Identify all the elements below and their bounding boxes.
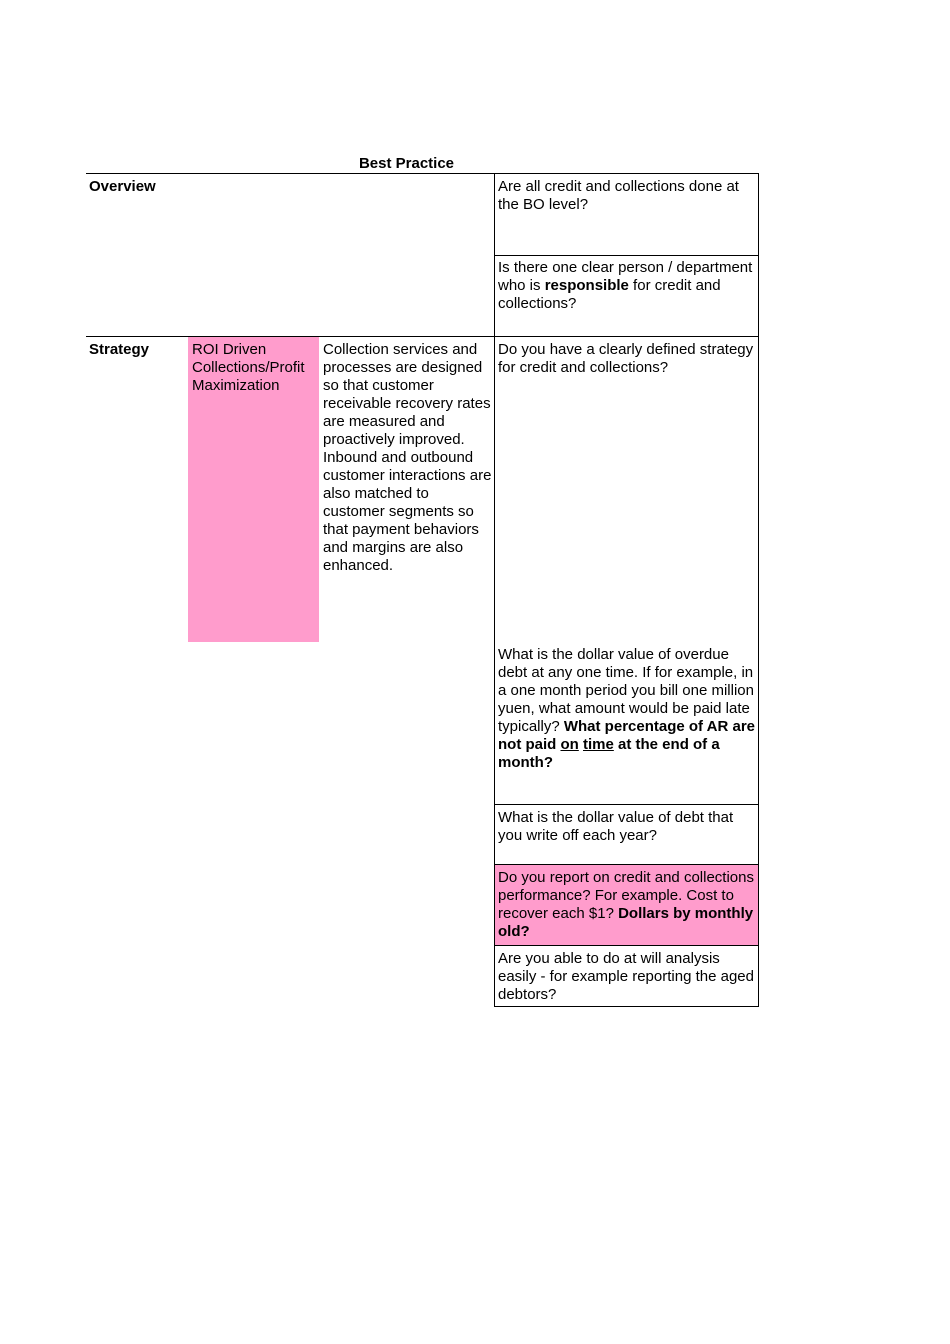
bottom-rule <box>494 1006 759 1007</box>
best-practice-description: Collection services and processes are designed so that customer receivable recovery rates are measured and proactively improved. Inbound and outbound customer interactions are also matched to customer segments so that payment behaviors and margins are also enhanced. <box>323 341 492 574</box>
underline-time: time <box>583 736 614 753</box>
divider-section <box>86 336 759 337</box>
question-debt-write-off: What is the dollar value of debt that you write off each year? <box>498 809 734 844</box>
underline-on: on <box>560 736 579 753</box>
divider-q4 <box>494 804 759 805</box>
question-report-performance <box>498 869 756 941</box>
question-text: What is the dollar value of overdue debt at any one time. If for example, in a one month period you bill one million yuen, what amount would be paid late typically? <box>498 646 754 735</box>
divider-q1 <box>494 255 759 256</box>
question-bo-level: Are all credit and collections done at the BO level? <box>498 178 739 213</box>
question-text: for credit and collections? <box>498 277 721 312</box>
question-emphasis: What percentage of AR are not paid on time at the end of a month? <box>498 718 756 771</box>
category-roi-driven: ROI Driven Collections/Profit Maximization <box>192 341 305 394</box>
question-emphasis: responsible <box>544 277 629 294</box>
divider-q6 <box>494 945 759 946</box>
question-overdue-debt <box>498 646 756 772</box>
page-title: Best Practice <box>358 155 455 172</box>
question-defined-strategy: Do you have a clearly defined strategy for credit and collections? <box>498 341 754 376</box>
question-at-will-analysis: Are you able to do at will analysis easily - for example reporting the aged debtors? <box>498 950 754 1003</box>
section-label-overview: Overview <box>89 178 156 195</box>
question-responsible-person <box>498 259 756 313</box>
question-emphasis: Dollars by monthly old? <box>498 905 754 940</box>
question-text: Is there one clear person / department who is <box>498 259 753 294</box>
question-col-right-border <box>758 173 759 1007</box>
header-rule <box>86 173 759 174</box>
section-label-strategy: Strategy <box>89 341 150 358</box>
question-text: Do you report on credit and collections performance? For example. Cost to recover each $1? <box>498 869 754 922</box>
